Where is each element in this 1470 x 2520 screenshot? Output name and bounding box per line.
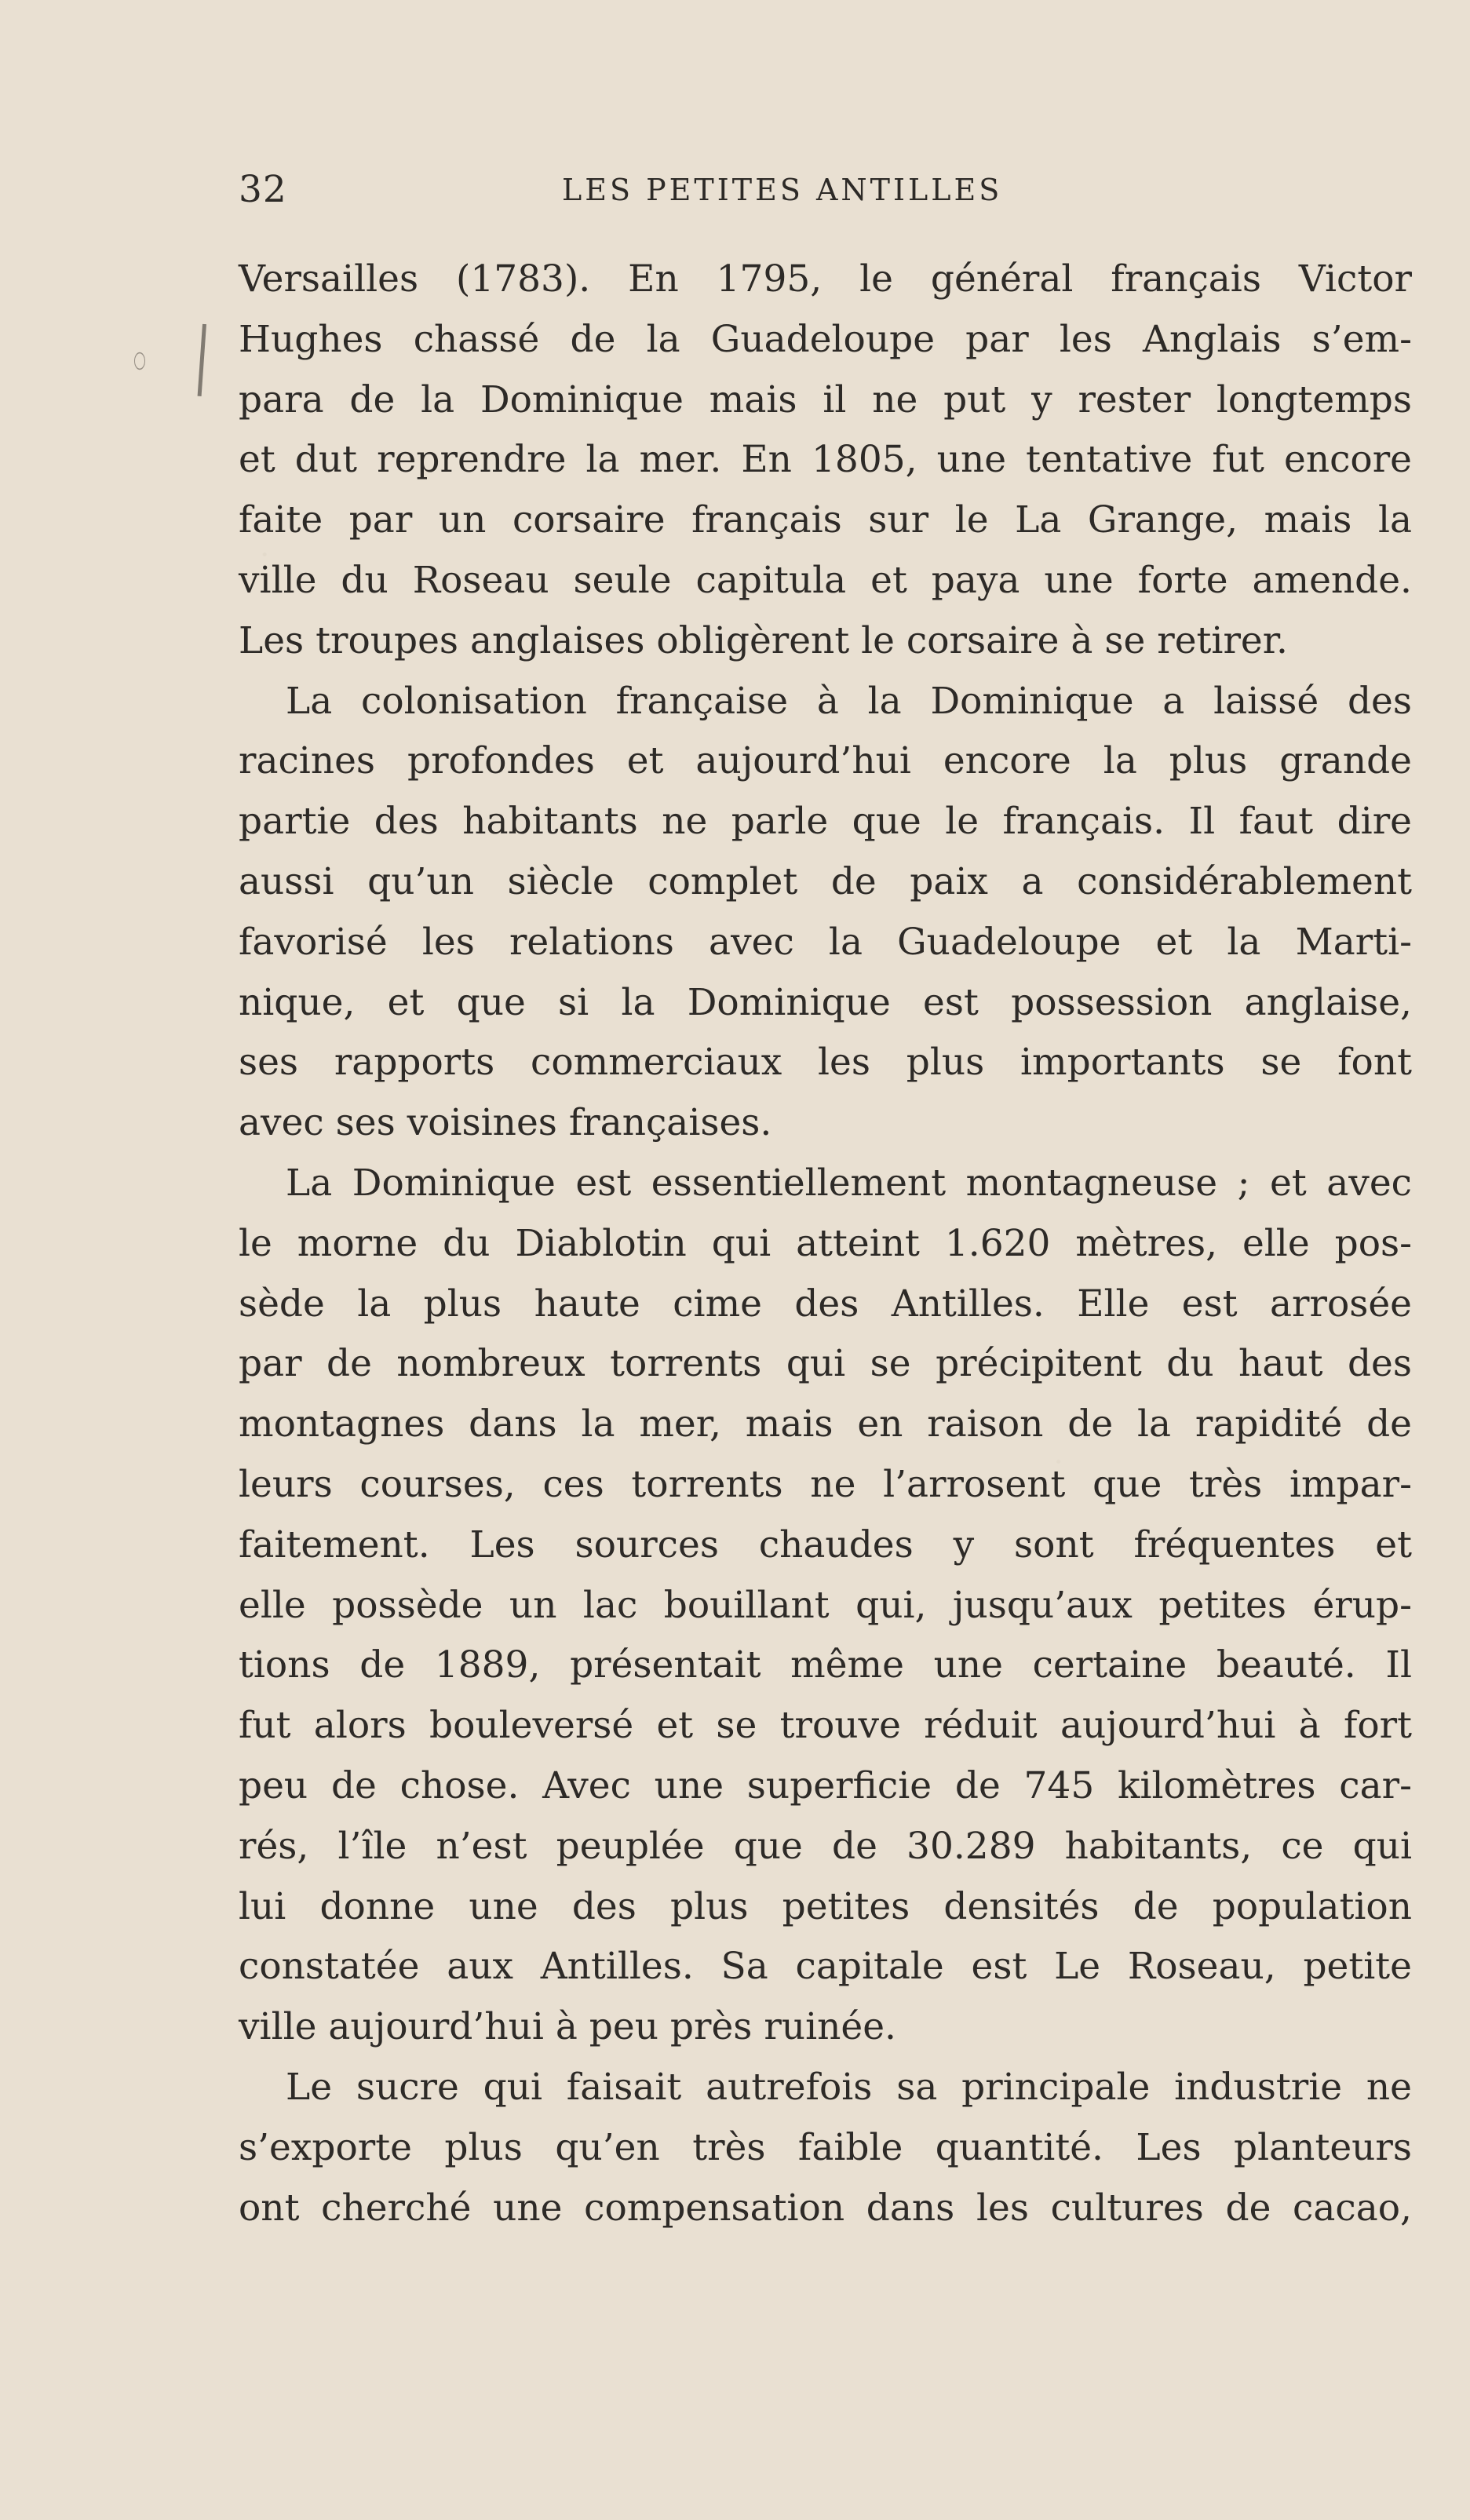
margin-dot-mark xyxy=(134,352,145,370)
page-number: 32 xyxy=(239,168,287,211)
text-line: ont cherché une compensation dans les cultures de cacao, xyxy=(239,2186,1412,2230)
text-line: leurs courses, ces torrents ne l’arrosent que très impar- xyxy=(239,1462,1412,1506)
paragraph-start-line: La Dominique est essentiellement montagneuse ; et avec xyxy=(286,1161,1412,1205)
text-line: s’exporte plus qu’en très faible quantité. Les planteurs xyxy=(239,2125,1412,2169)
text-line: partie des habitants ne parle que le français. Il faut dire xyxy=(239,800,1412,844)
margin-pencil-mark xyxy=(198,324,206,396)
text-line: avec ses voisines françaises. xyxy=(239,1101,772,1145)
text-line: Versailles (1783). En 1795, le général français Victor xyxy=(239,257,1412,301)
text-line: Hughes chassé de la Guadeloupe par les Anglais s’em- xyxy=(239,317,1412,361)
text-line: nique, et que si la Dominique est possession anglaise, xyxy=(239,980,1412,1024)
text-line: par de nombreux torrents qui se précipitent du haut des xyxy=(239,1342,1412,1386)
paragraph-start-line: Le sucre qui faisait autrefois sa principale industrie ne xyxy=(286,2065,1412,2109)
text-line: Les troupes anglaises obligèrent le corsaire à se retirer. xyxy=(239,618,1288,662)
text-line: faitement. Les sources chaudes y sont fréquentes et xyxy=(239,1523,1412,1566)
text-line: ville du Roseau seule capitula et paya une forte amende. xyxy=(239,558,1412,602)
paragraph-start-line: La colonisation française à la Dominique a laissé des xyxy=(286,679,1412,723)
text-line: constatée aux Antilles. Sa capitale est Le Roseau, petite xyxy=(239,1945,1412,1989)
text-line: tions de 1889, présentait même une certaine beauté. Il xyxy=(239,1643,1412,1687)
running-head xyxy=(239,166,1412,213)
text-line: ses rapports commerciaux les plus importants se font xyxy=(239,1041,1412,1085)
text-line: lui donne une des plus petites densités de population xyxy=(239,1884,1412,1928)
text-line: racines profondes et aujourd’hui encore la plus grande xyxy=(239,739,1412,783)
text-line: para de la Dominique mais il ne put y rester longtemps xyxy=(239,377,1412,421)
text-line: rés, l’île n’est peuplée que de 30.289 habitants, ce qui xyxy=(239,1824,1412,1868)
text-line: ville aujourd’hui à peu près ruinée. xyxy=(239,2005,896,2049)
text-line: le morne du Diablotin qui atteint 1.620 mètres, elle pos- xyxy=(239,1221,1412,1265)
text-line: et dut reprendre la mer. En 1805, une tentative fut encore xyxy=(239,438,1412,482)
text-line: favorisé les relations avec la Guadeloupe et la Marti- xyxy=(239,920,1412,964)
main-text xyxy=(239,250,1412,2238)
text-line: peu de chose. Avec une superficie de 745 kilomètres car- xyxy=(239,1763,1412,1807)
text-line: elle possède un lac bouillant qui, jusqu’aux petites érup- xyxy=(239,1583,1412,1627)
text-line: montagnes dans la mer, mais en raison de la rapidité de xyxy=(239,1402,1412,1446)
text-line: faite par un corsaire français sur le La Grange, mais la xyxy=(239,498,1412,542)
text-line: aussi qu’un siècle complet de paix a considérablement xyxy=(239,859,1412,903)
text-line: fut alors bouleversé et se trouve réduit aujourd’hui à fort xyxy=(239,1704,1412,1748)
text-line: sède la plus haute cime des Antilles. Elle est arrosée xyxy=(239,1282,1412,1326)
page-title: LES PETITES ANTILLES xyxy=(562,173,1003,207)
